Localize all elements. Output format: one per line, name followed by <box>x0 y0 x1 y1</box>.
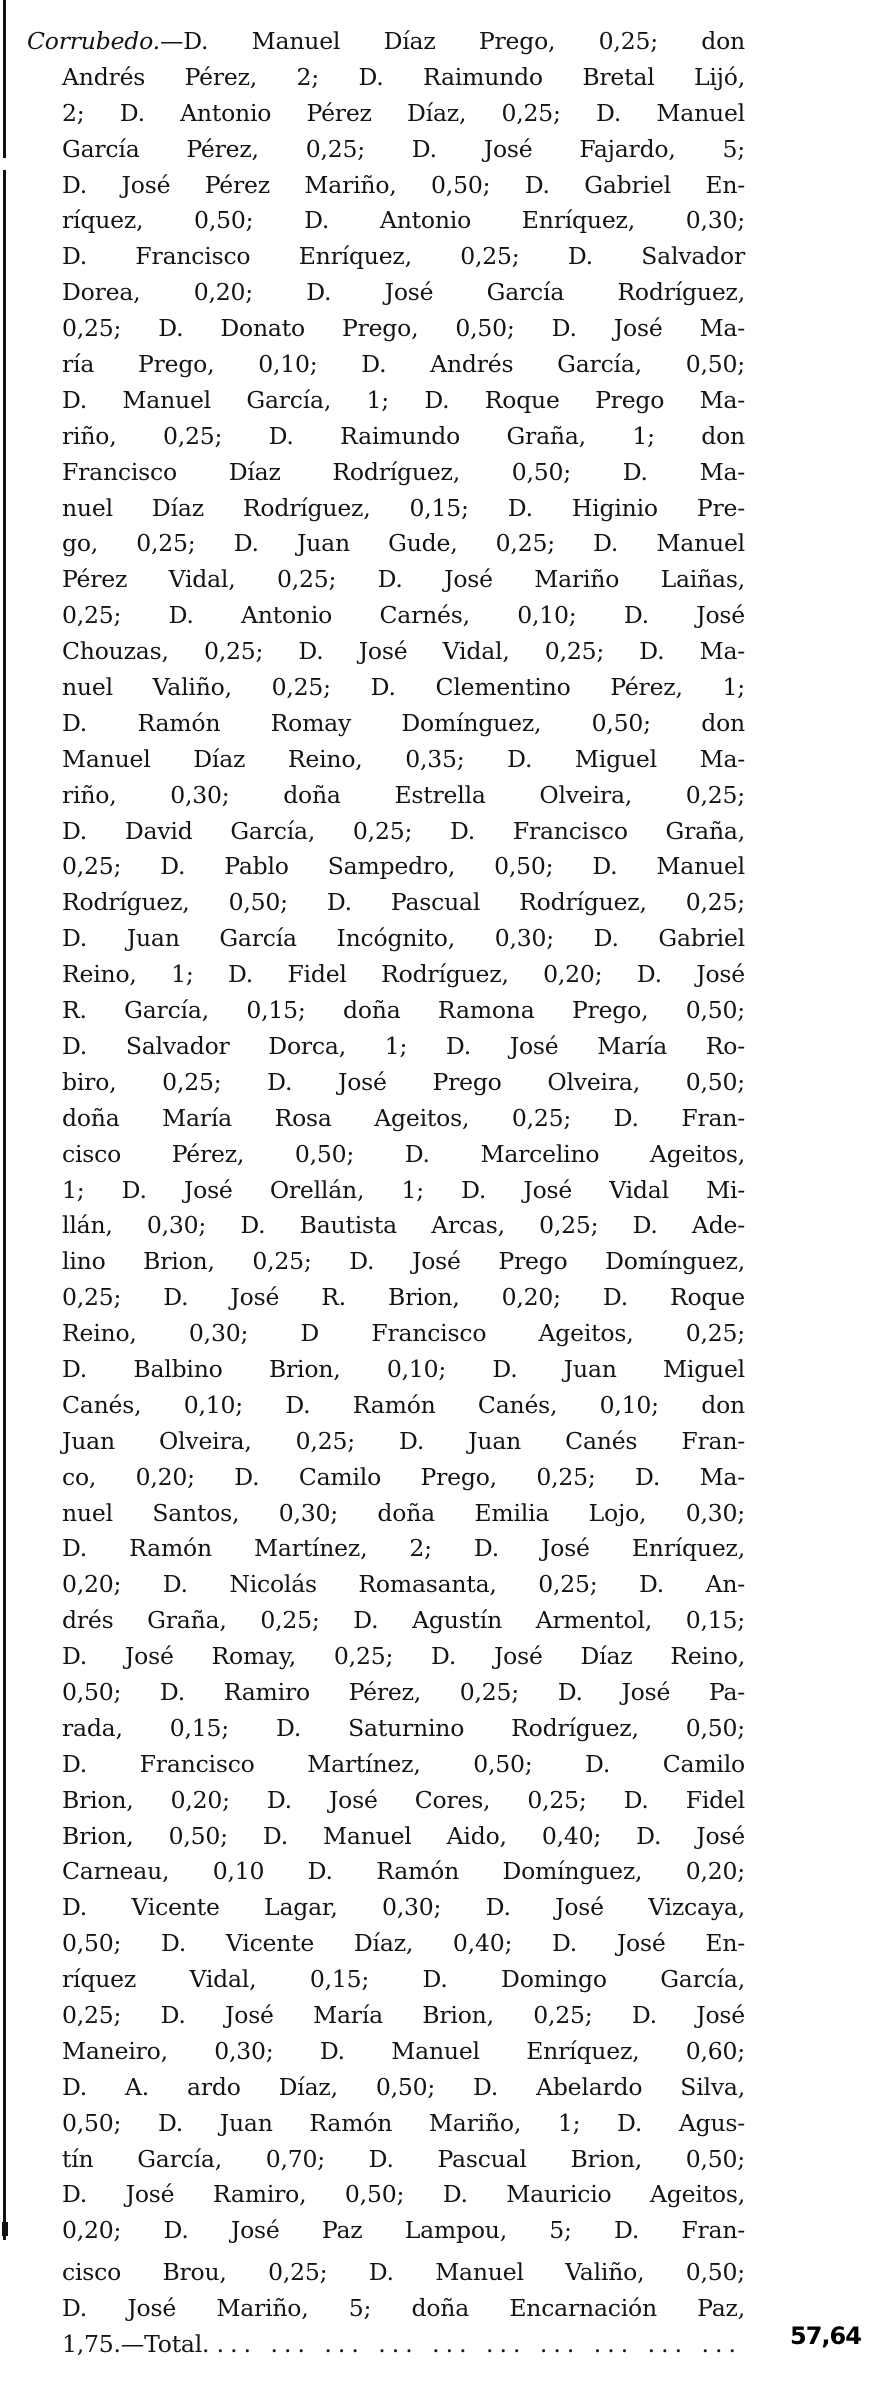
list-line: 0,25; D. José R. Brion, 0,20; D. Roque <box>62 1283 745 1312</box>
list-line: Chouzas, 0,25; D. José Vidal, 0,25; D. Ma- <box>62 637 745 666</box>
list-line: 0,50; D. Ramiro Pérez, 0,25; D. José Pa- <box>62 1677 745 1706</box>
list-line: Rodríguez, 0,50; D. Pascual Rodríguez, 0,25; <box>62 888 745 917</box>
list-line: Brion, 0,50; D. Manuel Aido, 0,40; D. José <box>62 1821 745 1850</box>
place-name: Corrubedo. <box>27 27 160 55</box>
list-line: 0,20; D. Nicolás Romasanta, 0,25; D. An- <box>62 1570 745 1599</box>
list-line: D. José Pérez Mariño, 0,50; D. Gabriel En- <box>62 170 745 199</box>
list-line: D. Salvador Dorca, 1; D. José María Ro- <box>62 1031 745 1060</box>
list-line: D. Vicente Lagar, 0,30; D. José Vizcaya, <box>62 1893 745 1922</box>
list-line: Canés, 0,10; D. Ramón Canés, 0,10; don <box>62 1390 745 1419</box>
list-line: D. Balbino Brion, 0,10; D. Juan Miguel <box>62 1354 745 1383</box>
list-line: 0,25; D. Donato Prego, 0,50; D. José Ma- <box>62 314 745 343</box>
list-line: riño, 0,30; doña Estrella Olveira, 0,25; <box>62 780 745 809</box>
list-line: nuel Valiño, 0,25; D. Clementino Pérez, 1; <box>62 673 745 702</box>
list-line: Brion, 0,20; D. José Cores, 0,25; D. Fidel <box>62 1785 745 1814</box>
list-line: 0,25; D. José María Brion, 0,25; D. José <box>62 2000 745 2029</box>
list-line: ría Prego, 0,10; D. Andrés García, 0,50; <box>62 350 745 379</box>
list-line: nuel Díaz Rodríguez, 0,15; D. Higinio Pre- <box>62 493 745 522</box>
list-line: D. David García, 0,25; D. Francisco Graña, <box>62 816 745 845</box>
list-line: cisco Pérez, 0,50; D. Marcelino Ageitos, <box>62 1139 745 1168</box>
list-line: ríquez, 0,50; D. Antonio Enríquez, 0,30; <box>62 206 745 235</box>
dot-leaders: ... ... ... ... ... ... ... ... ... ... <box>216 2330 742 2358</box>
list-line: Andrés Pérez, 2; D. Raimundo Bretal Lijó, <box>62 62 745 91</box>
subscription-list <box>0 24 760 2363</box>
list-line: 1; D. José Orellán, 1; D. José Vidal Mi- <box>62 1175 745 1204</box>
list-line: D. Francisco Martínez, 0,50; D. Camilo <box>62 1749 745 1778</box>
list-line: co, 0,20; D. Camilo Prego, 0,25; D. Ma- <box>62 1462 745 1491</box>
list-line: tín García, 0,70; D. Pascual Brion, 0,50; <box>62 2144 745 2173</box>
list-line: Francisco Díaz Rodríguez, 0,50; D. Ma- <box>62 457 745 486</box>
list-line: D. Francisco Enríquez, 0,25; D. Salvador <box>62 242 745 271</box>
list-line: D. Juan García Incógnito, 0,30; D. Gabriel <box>62 924 745 953</box>
list-line: riño, 0,25; D. Raimundo Graña, 1; don <box>62 421 745 450</box>
list-line: 2; D. Antonio Pérez Díaz, 0,25; D. Manuel <box>62 98 745 127</box>
list-line: Reino, 1; D. Fidel Rodríguez, 0,20; D. José <box>62 960 745 989</box>
list-line: nuel Santos, 0,30; doña Emilia Lojo, 0,30; <box>62 1498 745 1527</box>
list-line: Carneau, 0,10 D. Ramón Domínguez, 0,20; <box>62 1857 745 1886</box>
list-line: Corrubedo.—D. Manuel Díaz Prego, 0,25; don <box>27 27 745 55</box>
list-line: Juan Olveira, 0,25; D. Juan Canés Fran- <box>62 1426 745 1455</box>
list-line: D. A. ardo Díaz, 0,50; D. Abelardo Silva, <box>62 2072 745 2101</box>
list-line: D. Ramón Romay Domínguez, 0,50; don <box>62 708 745 737</box>
list-line: D. Ramón Martínez, 2; D. José Enríquez, <box>62 1534 745 1563</box>
list-line: D. José Romay, 0,25; D. José Díaz Reino, <box>62 1642 745 1671</box>
list-line: García Pérez, 0,25; D. José Fajardo, 5; <box>62 134 745 163</box>
list-line: Reino, 0,30; D Francisco Ageitos, 0,25; <box>62 1319 745 1348</box>
total-label: 1,75.—Total. <box>62 2330 210 2358</box>
total-line <box>0 2327 745 2363</box>
list-line: Dorea, 0,20; D. José García Rodríguez, <box>62 278 745 307</box>
list-line: D. Manuel García, 1; D. Roque Prego Ma- <box>62 385 745 414</box>
list-line: cisco Brou, 0,25; D. Manuel Valiño, 0,50; <box>62 2258 745 2287</box>
list-line: rada, 0,15; D. Saturnino Rodríguez, 0,50; <box>62 1713 745 1742</box>
list-line: lino Brion, 0,25; D. José Prego Domínguez, <box>62 1247 745 1276</box>
list-line: doña María Rosa Ageitos, 0,25; D. Fran- <box>62 1103 745 1132</box>
list-line: Pérez Vidal, 0,25; D. José Mariño Laiñas, <box>62 565 745 594</box>
list-line: 0,25; D. Pablo Sampedro, 0,50; D. Manuel <box>62 852 745 881</box>
list-line: llán, 0,30; D. Bautista Arcas, 0,25; D. Ade- <box>62 1211 745 1240</box>
list-line: biro, 0,25; D. José Prego Olveira, 0,50; <box>62 1067 745 1096</box>
list-line: D. José Mariño, 5; doña Encarnación Paz, <box>62 2294 745 2323</box>
list-line: 0,25; D. Antonio Carnés, 0,10; D. José <box>62 601 745 630</box>
list-line: D. José Ramiro, 0,50; D. Mauricio Ageitos, <box>62 2180 745 2209</box>
list-line: 0,20; D. José Paz Lampou, 5; D. Fran- <box>62 2216 745 2245</box>
list-line: ríquez Vidal, 0,15; D. Domingo García, <box>62 1965 745 1994</box>
list-line: 0,50; D. Vicente Díaz, 0,40; D. José En- <box>62 1929 745 1958</box>
list-line: go, 0,25; D. Juan Gude, 0,25; D. Manuel <box>62 529 745 558</box>
total-amount: 57,64 <box>790 2322 861 2350</box>
list-line: 0,50; D. Juan Ramón Mariño, 1; D. Agus- <box>62 2108 745 2137</box>
list-line: drés Graña, 0,25; D. Agustín Armentol, 0,15; <box>62 1606 745 1635</box>
list-line: Manuel Díaz Reino, 0,35; D. Miguel Ma- <box>62 744 745 773</box>
list-line: Maneiro, 0,30; D. Manuel Enríquez, 0,60; <box>62 2036 745 2065</box>
list-line: R. García, 0,15; doña Ramona Prego, 0,50; <box>62 996 745 1025</box>
